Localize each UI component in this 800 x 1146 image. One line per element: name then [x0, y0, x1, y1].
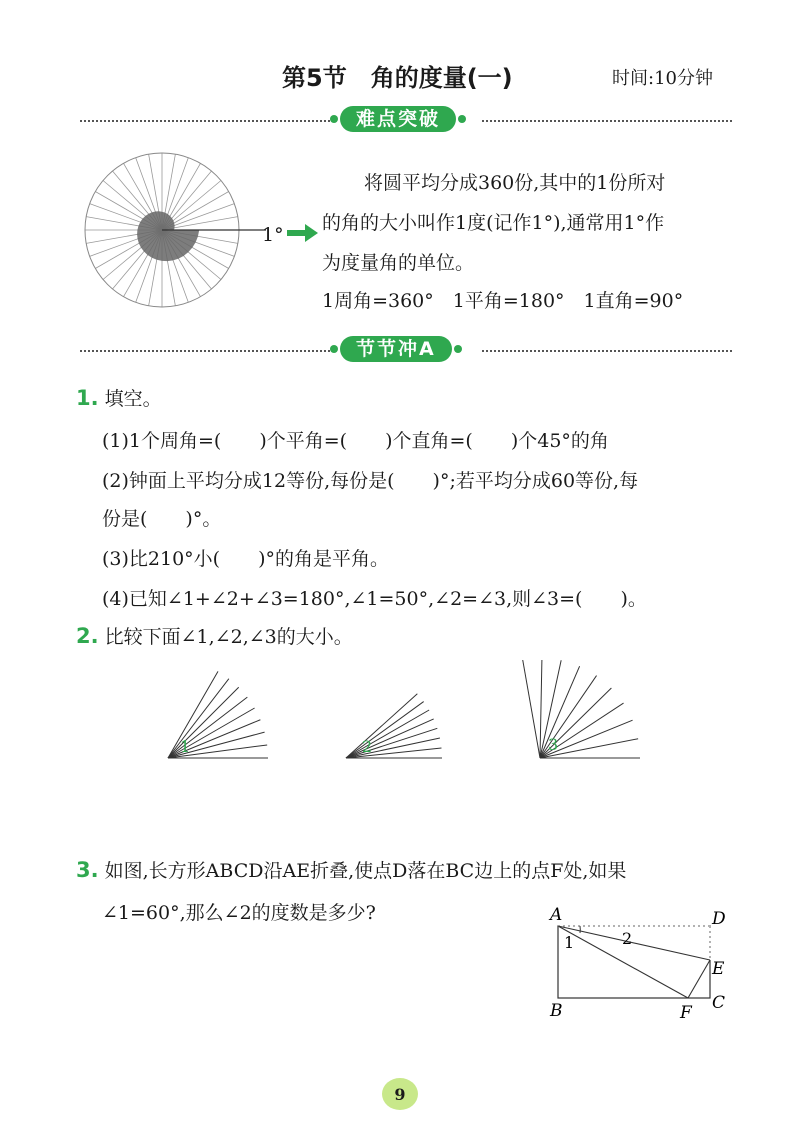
divider-right-2: [482, 350, 732, 352]
question-3-number: 3.: [76, 858, 99, 882]
angle-3-figure: [523, 660, 640, 758]
question-1-number: 1.: [76, 386, 99, 410]
angle-2-figure: [346, 694, 442, 758]
intro-formulas: 1周角=360° 1平角=180° 1直角=90°: [322, 290, 684, 312]
question-1-prompt: 填空。: [104, 388, 162, 410]
question-1-part-2a: (2)钟面上平均分成12等份,每份是( )°;若平均分成60等份,每: [102, 470, 639, 492]
angle-ray: [168, 671, 218, 758]
angle-3-label: 3: [548, 735, 559, 754]
point-c-label: C: [712, 993, 726, 1013]
question-3-text-1: 如图,长方形ABCD沿AE折叠,使点D落在BC边上的点F处,如果: [104, 860, 627, 882]
point-b-label: B: [550, 1001, 563, 1021]
intro-line-1: 将圆平均分成360份,其中的1份所对: [364, 172, 666, 194]
section-title: 角的度量(一): [370, 64, 513, 92]
question-2-prompt: 比较下面∠1,∠2,∠3的大小。: [104, 626, 353, 648]
angle-ray: [523, 660, 540, 758]
page-number: 9: [382, 1078, 418, 1110]
question-1-heading: [76, 384, 162, 411]
time-limit: 时间:10分钟: [612, 68, 713, 89]
question-1-part-4: (4)已知∠1+∠2+∠3=180°,∠1=50°,∠2=∠3,则∠3=( )。: [102, 588, 647, 610]
angle-ray: [346, 719, 434, 758]
point-e-label: E: [712, 959, 725, 979]
angle-ray: [168, 687, 239, 758]
question-1-part-1: (1)1个周角=( )个平角=( )个直角=( )个45°的角: [102, 430, 609, 452]
section-badge-practice: 节节冲A: [340, 336, 452, 362]
angle-comparison-figures: [150, 660, 650, 770]
arrow-right-icon: [287, 224, 319, 242]
question-2-heading: [76, 622, 353, 649]
one-degree-label: 1°: [262, 224, 284, 246]
rectangle-fold-diagram: [540, 900, 740, 1030]
divider-left: [80, 120, 330, 122]
intro-line-2: 的角的大小叫作1度(记作1°),通常用1°作: [322, 212, 665, 234]
page-title: [282, 58, 513, 93]
intro-line-3: 为度量角的单位。: [322, 252, 475, 274]
point-d-label: D: [712, 909, 726, 929]
section-number: 第5节: [282, 64, 347, 92]
divider-right: [482, 120, 732, 122]
divider-left-2: [80, 350, 330, 352]
angle-ray: [540, 660, 542, 758]
angle-1-marker: 1: [564, 933, 575, 952]
degree-circle-diagram: [80, 148, 320, 318]
question-3-line-1: [76, 856, 626, 883]
question-1-part-3: (3)比210°小( )°的角是平角。: [102, 548, 390, 570]
question-2-number: 2.: [76, 624, 99, 648]
angle-ray: [346, 694, 417, 758]
angle-1-label: 1: [180, 737, 191, 756]
section-badge-difficulty: 难点突破: [340, 106, 456, 132]
angle-2-label: 2: [362, 737, 373, 756]
question-1-part-2b: 份是( )°。: [102, 508, 222, 530]
question-3-text-2: ∠1=60°,那么∠2的度数是多少?: [102, 902, 376, 924]
point-a-label: A: [550, 905, 563, 925]
point-f-label: F: [680, 1003, 692, 1023]
angle-2-marker: 2: [622, 929, 633, 948]
